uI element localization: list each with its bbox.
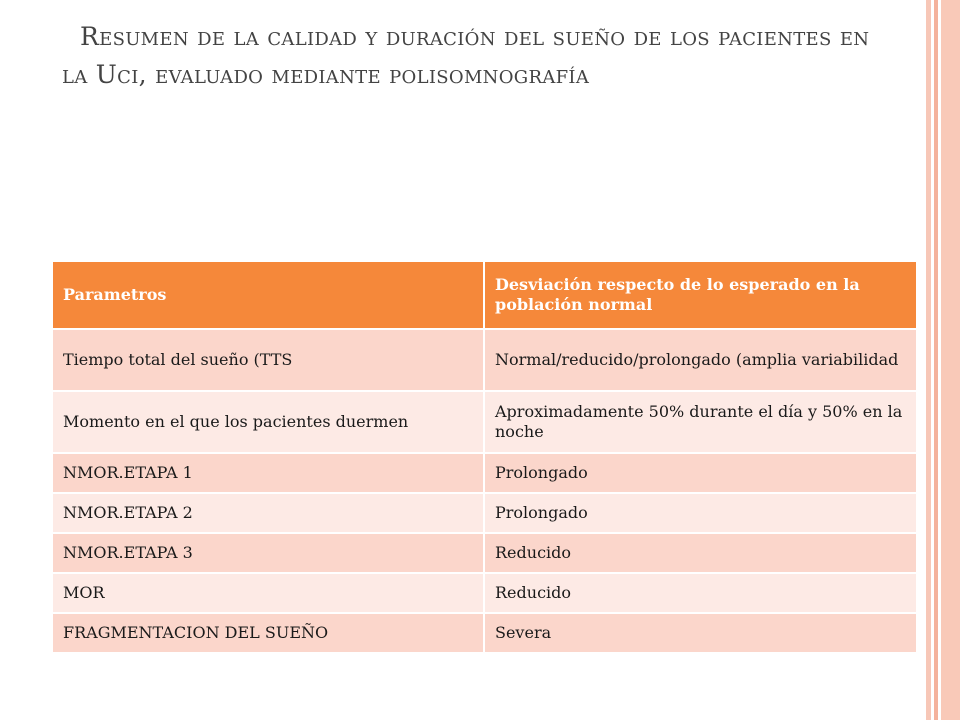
deviation-cell: Prolongado bbox=[484, 453, 916, 493]
slide-title: Resumen de la calidad y duración del sueño de los pacientes en la Uci, evaluado mediante polisomnografía bbox=[62, 22, 870, 89]
table-row bbox=[53, 329, 916, 391]
param-cell: FRAGMENTACION DEL SUEÑO bbox=[53, 613, 484, 653]
border-stripe bbox=[941, 0, 960, 720]
param-cell: Momento en el que los pacientes duermen bbox=[53, 391, 484, 453]
param-cell: NMOR.ETAPA 3 bbox=[53, 533, 484, 573]
table-row bbox=[53, 453, 916, 493]
param-cell: MOR bbox=[53, 573, 484, 613]
sleep-parameters-table bbox=[53, 262, 916, 654]
deviation-cell: Severa bbox=[484, 613, 916, 653]
table-row bbox=[53, 391, 916, 453]
table-row bbox=[53, 533, 916, 573]
param-cell: Tiempo total del sueño (TTS bbox=[53, 329, 484, 391]
table-row bbox=[53, 493, 916, 533]
table-row bbox=[53, 573, 916, 613]
deviation-cell: Normal/reducido/prolongado (amplia variabilidad bbox=[484, 329, 916, 391]
deviation-cell: Reducido bbox=[484, 533, 916, 573]
table-row bbox=[53, 613, 916, 653]
header-parametros: Parametros bbox=[53, 262, 484, 329]
table-header-row bbox=[53, 262, 916, 329]
deviation-cell: Reducido bbox=[484, 573, 916, 613]
param-cell: NMOR.ETAPA 1 bbox=[53, 453, 484, 493]
header-desviacion: Desviación respecto de lo esperado en la población normal bbox=[484, 262, 916, 329]
deviation-cell: Prolongado bbox=[484, 493, 916, 533]
deviation-cell: Aproximadamente 50% durante el día y 50% en la noche bbox=[484, 391, 916, 453]
decorative-side-border bbox=[926, 0, 960, 720]
param-cell: NMOR.ETAPA 2 bbox=[53, 493, 484, 533]
